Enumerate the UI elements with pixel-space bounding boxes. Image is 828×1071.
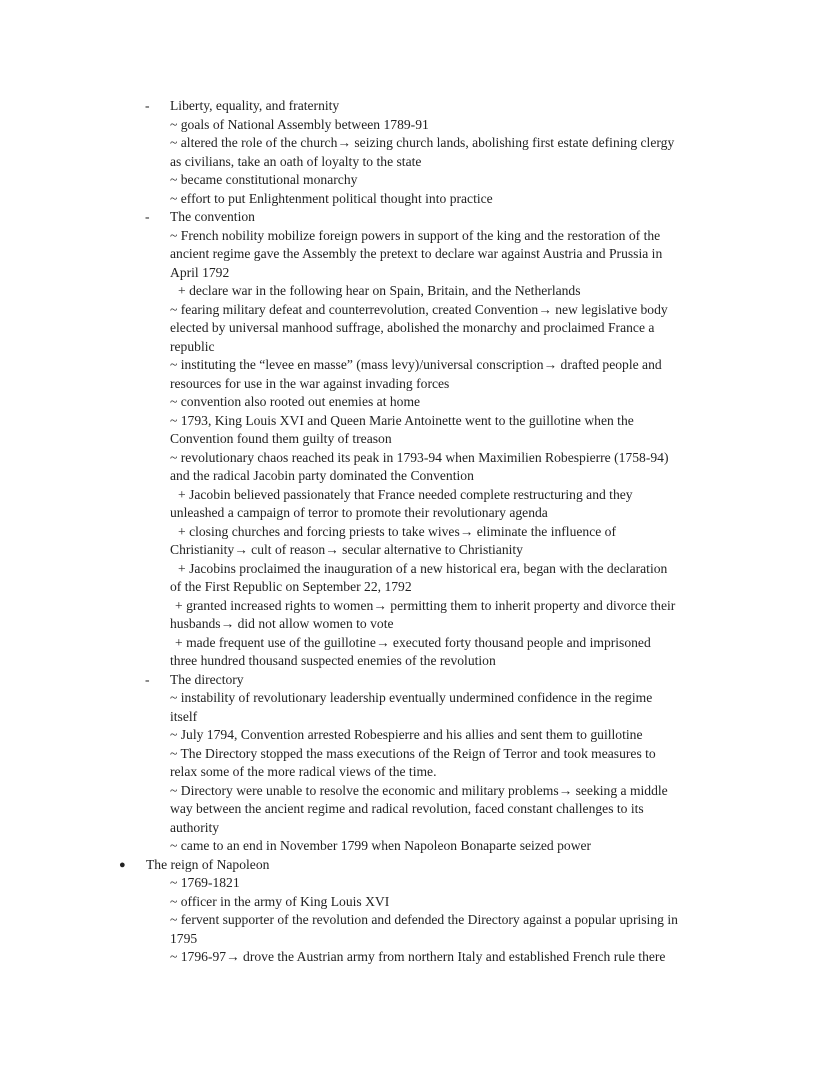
note-text: three hundred thousand suspected enemies of the revolution bbox=[170, 653, 496, 668]
note-line bbox=[0, 449, 828, 468]
note-text: ~ fearing military defeat and counterrevolution, created Convention→ new legislative body bbox=[170, 301, 668, 317]
note-line bbox=[0, 375, 828, 394]
note-line bbox=[0, 874, 828, 893]
note-text: way between the ancient regime and radical revolution, faced constant challenges to its bbox=[170, 801, 644, 816]
note-text: as civilians, take an oath of loyalty to the state bbox=[170, 153, 422, 169]
note-text: April 1792 bbox=[170, 264, 230, 280]
note-text: ~ came to an end in November 1799 when Napoleon Bonaparte seized power bbox=[170, 838, 592, 853]
bullet-icon: ● bbox=[119, 858, 126, 871]
note-line bbox=[0, 467, 828, 486]
note-text: ~ officer in the army of King Louis XVI bbox=[170, 893, 390, 909]
dash-marker: - bbox=[145, 98, 150, 113]
plus-note-text: + closing churches and forcing priests to take wives→ eliminate the influence of bbox=[178, 523, 617, 539]
note-line bbox=[0, 930, 828, 949]
note-line bbox=[0, 726, 828, 745]
note-line bbox=[0, 134, 828, 153]
section-heading bbox=[0, 671, 828, 690]
note-line bbox=[0, 800, 828, 819]
note-line bbox=[0, 745, 828, 764]
plus-note-text: + made frequent use of the guillotine→ executed forty thousand people and imprisoned bbox=[175, 634, 651, 650]
note-line bbox=[0, 190, 828, 209]
note-line bbox=[0, 911, 828, 930]
note-line bbox=[0, 782, 828, 801]
plus-note-text: + Jacobins proclaimed the inauguration of a new historical era, began with the declaration bbox=[178, 560, 668, 576]
note-line bbox=[0, 615, 828, 634]
note-text: authority bbox=[170, 819, 220, 835]
section-heading bbox=[0, 208, 828, 227]
note-line bbox=[0, 893, 828, 912]
note-line bbox=[0, 948, 828, 967]
note-text: ~ fervent supporter of the revolution and defended the Directory against a popular uprising in bbox=[170, 912, 678, 927]
note-line bbox=[0, 282, 828, 301]
note-text: ~ convention also rooted out enemies at home bbox=[170, 394, 421, 409]
note-text: Christianity→ cult of reason→ secular alternative to Christianity bbox=[170, 542, 523, 557]
section-title: Liberty, equality, and fraternity bbox=[170, 98, 340, 113]
note-line bbox=[0, 338, 828, 357]
note-line bbox=[0, 837, 828, 856]
note-text: ~ effort to put Enlightenment political thought into practice bbox=[170, 190, 493, 206]
note-line bbox=[0, 356, 828, 375]
note-line bbox=[0, 523, 828, 542]
note-line bbox=[0, 578, 828, 597]
note-line bbox=[0, 541, 828, 560]
note-text: ~ French nobility mobilize foreign powers in support of the king and the restoration of the bbox=[170, 227, 661, 243]
section-title: The reign of Napoleon bbox=[146, 856, 270, 872]
dash-marker: - bbox=[145, 209, 150, 224]
note-line bbox=[0, 153, 828, 172]
note-text: elected by universal manhood suffrage, abolished the monarchy and proclaimed France a bbox=[170, 320, 655, 335]
note-line bbox=[0, 116, 828, 135]
note-text: ~ instability of revolutionary leadership eventually undermined confidence in the regime bbox=[170, 690, 653, 705]
note-line bbox=[0, 264, 828, 283]
note-line bbox=[0, 245, 828, 264]
note-line bbox=[0, 689, 828, 708]
note-text: ~ goals of National Assembly between 1789-91 bbox=[170, 116, 429, 132]
dash-marker: - bbox=[145, 671, 150, 687]
section-title: The directory bbox=[170, 671, 244, 687]
note-text: ~ 1769-1821 bbox=[170, 875, 240, 890]
note-line bbox=[0, 708, 828, 727]
note-line bbox=[0, 763, 828, 782]
note-text: unleashed a campaign of terror to promote their revolutionary agenda bbox=[170, 505, 548, 520]
note-text: ~ 1793, King Louis XVI and Queen Marie Antoinette went to the guillotine when the bbox=[170, 412, 634, 428]
note-text: republic bbox=[170, 338, 215, 354]
note-line bbox=[0, 412, 828, 431]
note-line bbox=[0, 393, 828, 412]
note-text: ~ 1796-97→ drove the Austrian army from northern Italy and established French rule there bbox=[170, 949, 666, 964]
note-line bbox=[0, 560, 828, 579]
note-line bbox=[0, 597, 828, 616]
note-text: resources for use in the war against invading forces bbox=[170, 375, 450, 391]
plus-note-text: + declare war in the following hear on Spain, Britain, and the Netherlands bbox=[178, 283, 581, 298]
note-text: ~ July 1794, Convention arrested Robespierre and his allies and sent them to guillotine bbox=[170, 727, 643, 742]
note-text: husbands→ did not allow women to vote bbox=[170, 616, 394, 631]
note-text: and the radical Jacobin party dominated the Convention bbox=[170, 468, 474, 483]
note-line bbox=[0, 227, 828, 246]
section-title: The convention bbox=[170, 209, 255, 224]
note-line bbox=[0, 430, 828, 449]
note-line bbox=[0, 486, 828, 505]
note-text: ~ revolutionary chaos reached its peak in 1793-94 when Maximilien Robespierre (1758-94) bbox=[170, 449, 669, 465]
section-heading bbox=[0, 97, 828, 116]
note-text: ancient regime gave the Assembly the pretext to declare war against Austria and Prussia in bbox=[170, 246, 663, 261]
note-text: of the First Republic on September 22, 1792 bbox=[170, 579, 412, 594]
note-text: relax some of the more radical views of the time. bbox=[170, 764, 437, 779]
note-text: 1795 bbox=[170, 930, 198, 946]
note-line bbox=[0, 819, 828, 838]
note-line bbox=[0, 634, 828, 653]
note-text: ~ Directory were unable to resolve the economic and military problems→ seeking a middle bbox=[170, 782, 668, 798]
note-line bbox=[0, 319, 828, 338]
notes-content bbox=[0, 97, 828, 967]
note-text: Convention found them guilty of treason bbox=[170, 431, 392, 446]
note-text: ~ The Directory stopped the mass executions of the Reign of Terror and took measures to bbox=[170, 745, 656, 761]
note-text: ~ became constitutional monarchy bbox=[170, 172, 358, 187]
note-text: ~ altered the role of the church→ seizing church lands, abolishing first estate defining clergy bbox=[170, 135, 675, 150]
note-line bbox=[0, 171, 828, 190]
note-line bbox=[0, 652, 828, 671]
note-line bbox=[0, 504, 828, 523]
plus-note-text: + Jacobin believed passionately that France needed complete restructuring and they bbox=[178, 486, 633, 502]
note-text: ~ instituting the “levee en masse” (mass levy)/universal conscription→ drafted people and bbox=[170, 357, 662, 372]
note-line bbox=[0, 301, 828, 320]
section-heading bbox=[0, 856, 828, 875]
note-text: itself bbox=[170, 708, 198, 724]
plus-note-text: + granted increased rights to women→ permitting them to inherit property and divorce their bbox=[175, 597, 676, 613]
